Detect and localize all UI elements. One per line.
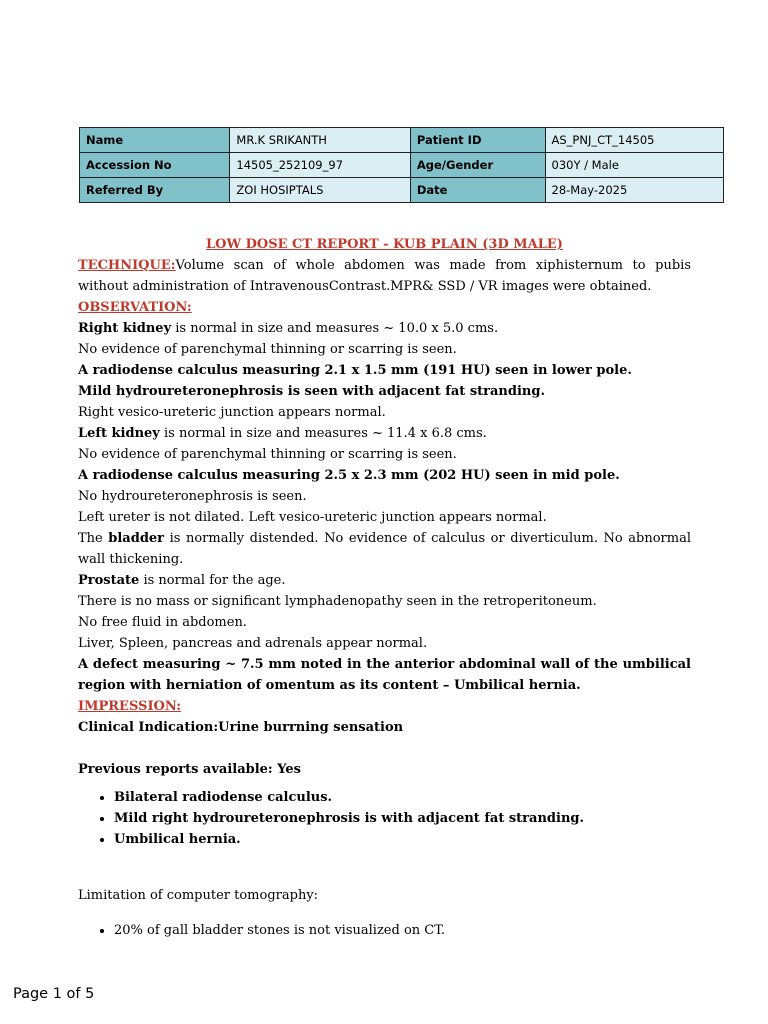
- impression-item: Umbilical hernia.: [114, 832, 241, 847]
- referred-by-label: Referred By: [80, 178, 230, 203]
- table-row: [80, 153, 724, 178]
- accession-label: Accession No: [80, 153, 230, 178]
- date-label: Date: [410, 178, 545, 203]
- bladder-pre: The: [78, 531, 109, 546]
- clinical-indication: [78, 717, 691, 738]
- observation-line: No evidence of parenchymal thinning or scarring is seen.: [78, 342, 457, 357]
- hernia-line: [78, 654, 691, 696]
- observation-line: [78, 465, 691, 486]
- right-hydro-text: Mild hydroureteronephrosis is seen with adjacent fat stranding.: [78, 384, 545, 399]
- observation-line: No free fluid in abdomen.: [78, 615, 247, 630]
- table-row: [80, 178, 724, 203]
- table-row: [80, 128, 724, 153]
- previous-text: Previous reports available: Yes: [78, 762, 301, 777]
- list-item: [114, 787, 691, 808]
- report-title: LOW DOSE CT REPORT - KUB PLAIN (3D MALE): [206, 237, 563, 252]
- referred-by-value: ZOI HOSIPTALS: [230, 178, 410, 203]
- accession-value: 14505_252109_97: [230, 153, 410, 178]
- right-kidney-text: is normal in size and measures ~ 10.0 x 5.0 cms.: [171, 321, 499, 336]
- observation-line: [78, 360, 691, 381]
- impression-label: IMPRESSION:: [78, 699, 182, 714]
- page-number: Page 1 of 5: [13, 986, 95, 1002]
- observation-line: No hydroureteronephrosis is seen.: [78, 489, 307, 504]
- name-label: Name: [80, 128, 230, 153]
- bladder-line: [78, 528, 691, 570]
- left-kidney-line: [78, 423, 691, 444]
- right-calculus-text: A radiodense calculus measuring 2.1 x 1.5 mm (191 HU) seen in lower pole.: [78, 363, 632, 378]
- list-item: • 20% of gall bladder stones is not visualized on CT.: [114, 920, 691, 941]
- limitation-list: [78, 920, 691, 941]
- patient-id-value: AS_PNJ_CT_14505: [545, 128, 724, 153]
- observation-line: Left ureter is not dilated. Left vesico-ureteric junction appears normal.: [78, 510, 547, 525]
- name-value: MR.K SRIKANTH: [230, 128, 410, 153]
- right-kidney-term: Right kidney: [78, 321, 172, 336]
- technique-paragraph: [78, 255, 691, 297]
- list-item: [114, 829, 691, 850]
- left-kidney-text: is normal in size and measures ~ 11.4 x 6.8 cms.: [159, 426, 487, 441]
- previous-reports: [78, 759, 691, 780]
- prostate-term: Prostate: [78, 573, 140, 588]
- limitation-heading: Limitation of computer tomography:: [78, 888, 319, 903]
- observation-line: Liver, Spleen, pancreas and adrenals appear normal.: [78, 636, 428, 651]
- impression-item: Mild right hydroureteronephrosis is with adjacent fat stranding.: [114, 811, 585, 826]
- technique-label: TECHNIQUE:: [78, 258, 176, 273]
- patient-info-table: [79, 127, 724, 203]
- prostate-text: is normal for the age.: [139, 573, 286, 588]
- clinical-text: Clinical Indication:Urine burrning sensation: [78, 720, 404, 735]
- report-body: [78, 234, 691, 941]
- age-gender-label: Age/Gender: [410, 153, 545, 178]
- impression-list: [78, 787, 691, 850]
- right-kidney-line: [78, 318, 691, 339]
- observation-line: No evidence of parenchymal thinning or scarring is seen.: [78, 447, 457, 462]
- observation-label: OBSERVATION:: [78, 300, 192, 315]
- hernia-text: A defect measuring ~ 7.5 mm noted in the anterior abdominal wall of the umbilical region with herniation of omentum as its content – Umbilical hernia.: [78, 657, 691, 693]
- list-item: [114, 808, 691, 829]
- bladder-term: bladder: [108, 531, 165, 546]
- age-gender-value: 030Y / Male: [545, 153, 724, 178]
- left-kidney-term: Left kidney: [78, 426, 160, 441]
- impression-item: Bilateral radiodense calculus.: [114, 790, 333, 805]
- observation-line: Right vesico-ureteric junction appears normal.: [78, 405, 386, 420]
- prostate-line: [78, 570, 691, 591]
- bladder-text: is normally distended. No evidence of calculus or diverticulum. No abnormal wall thickening.: [78, 531, 691, 567]
- patient-id-label: Patient ID: [410, 128, 545, 153]
- date-value: 28-May-2025: [545, 178, 724, 203]
- technique-text: Volume scan of whole abdomen was made from xiphisternum to pubis without administration of IntravenousContrast.MPR& SSD / VR images were obtained.: [78, 258, 691, 294]
- left-calculus-text: A radiodense calculus measuring 2.5 x 2.3 mm (202 HU) seen in mid pole.: [78, 468, 620, 483]
- observation-line: There is no mass or significant lymphadenopathy seen in the retroperitoneum.: [78, 594, 597, 609]
- observation-line: [78, 381, 691, 402]
